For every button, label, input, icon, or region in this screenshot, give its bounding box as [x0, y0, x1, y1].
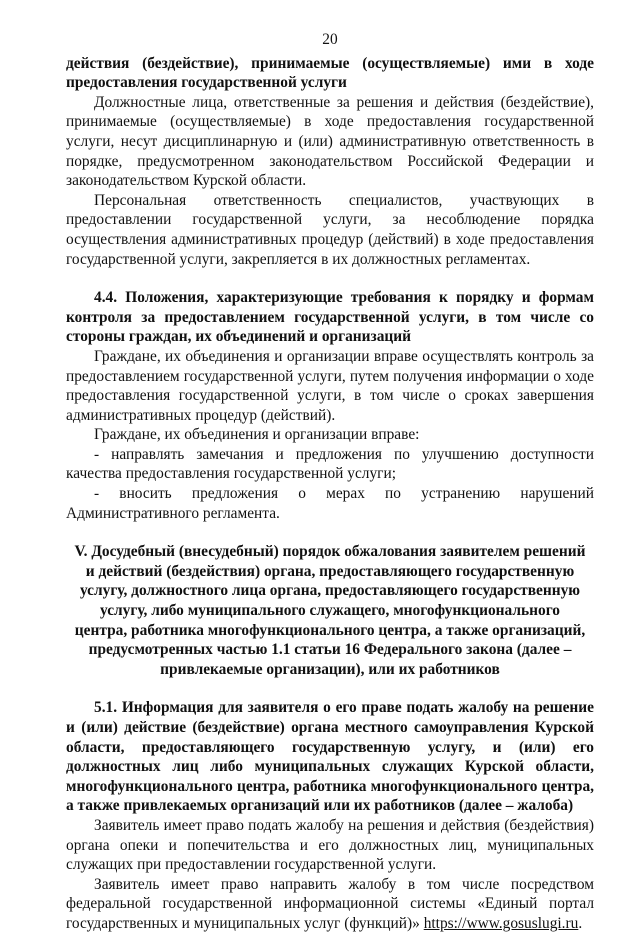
personal-responsibility-paragraph: Персональная ответственность специалистов, участвующих в предоставлении государственной услуги, за несоблюдение порядка осуществления административных процедур (действий) в ходе предоставления государственной услуги, закрепляется в их должностных регламентах. — [66, 191, 594, 268]
portal-text: Заявитель имеет право направить жалобу в том числе посредством федеральной государственной информационной системы «Единый портал государственных и муниципальных услуг (функций)» — [66, 875, 594, 932]
portal-text-end: . — [578, 914, 583, 932]
citizens-control-paragraph: Граждане, их объединения и организации вправе осуществлять контроль за предоставлением государственной услуги, путем получения информации о ходе предоставления государственной услуги, в том числе о сроках завершения административных процедур (действий). — [66, 347, 594, 424]
page-number: 20 — [322, 31, 338, 48]
section-4-4-heading: 4.4. Положения, характеризующие требования к порядку и формам контроля за предоставлением государственной услуги, в том числе со стороны граждан, их объединений и организаций — [66, 289, 594, 346]
complaint-right-paragraph: Заявитель имеет право подать жалобу на решения и действия (бездействия) органа опеки и попечительства и его должностных лиц, муниципальных служащих при предоставлении государственной услуги. — [66, 816, 594, 874]
block1-heading: действия (бездействие), принимаемые (осуществляемые) ими в ходе предоставления государственной услуги — [66, 54, 594, 92]
section-5-1-heading: 5.1. Информация для заявителя о его праве подать жалобу на решение и (или) действие (бездействие) органа местного самоуправления Курской области, предоставляющего государственную услугу, и (или) его должностных лиц либо муниципальных служащих Курской области, многофункционального центра, работника многофункционального центра, а также привлекаемых организаций или их работников (далее – жалоба) — [66, 699, 594, 815]
gosuslugi-link[interactable]: https://www.gosuslugi.ru — [423, 914, 579, 932]
section-5-heading: V. Досудебный (внесудебный) порядок обжалования заявителем решений и действий (бездействия) органа, предоставляющего государственную услугу, должностного лица органа, предоставляющего государственную услугу, либо муниципального служащего, многофункционального центра, работника многофункционального центра, а также организаций, предусмотренных частью 1.1 статьи 16 Федерального закона (далее – привлекаемые организации), или их работников — [74, 543, 586, 678]
rights-item-2: - вносить предложения о мерах по устранению нарушений Административного регламента. — [66, 485, 594, 522]
citizens-rights-paragraph: Граждане, их объединения и организации вправе: — [94, 426, 420, 444]
document-page — [66, 30, 594, 934]
rights-item-1: - направлять замечания и предложения по улучшению доступности качества предоставления государственной услуги; — [66, 445, 594, 483]
responsibility-paragraph: Должностные лица, ответственные за решения и действия (бездействие), принимаемые (осуществляемые) в ходе предоставления государственной услуги, несут дисциплинарную и (или) административную ответственность в порядке, предусмотренном законодательством Российской Федерации и законодательством Курской области. — [66, 93, 594, 190]
complaint-portal-paragraph — [66, 875, 594, 934]
